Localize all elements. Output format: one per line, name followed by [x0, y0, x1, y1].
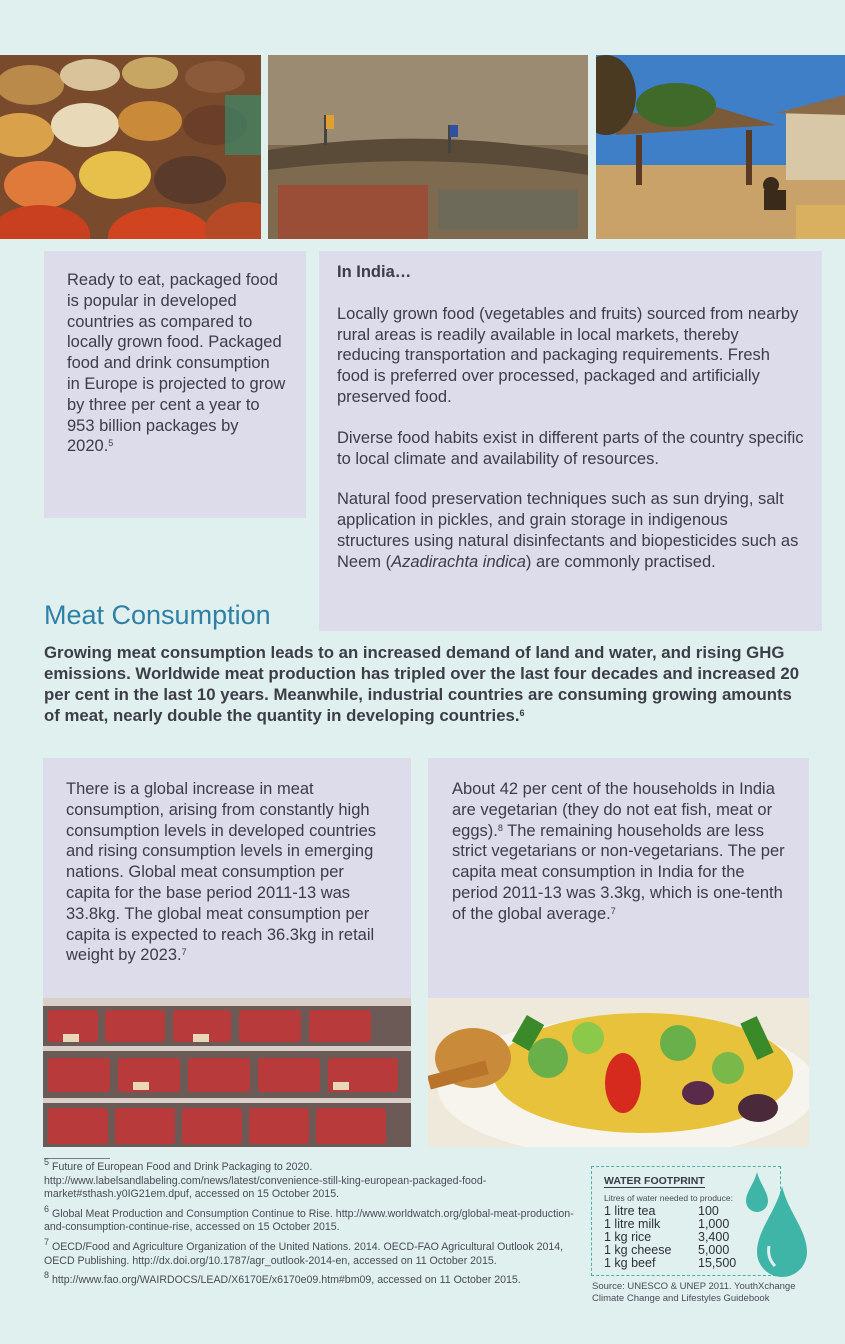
spice-sacks-photo: [0, 55, 261, 239]
india-paragraph-food-habits: Diverse food habits exist in different parts of the country specific to local climate and availability of resources.: [337, 428, 804, 468]
section-title: Meat Consumption: [44, 600, 271, 630]
water-row: 1 kg cheese 5,000: [604, 1243, 730, 1257]
water-footprint-subtitle: Litres of water needed to produce:: [604, 1193, 733, 1203]
packaged-food-text: Ready to eat, packaged food is popular in developed countries as compared to locally grown food. Packaged food and drink consumption in Europe is projected to grow by three per cent a year to 953 billion packages by 2020.$^5$: [67, 271, 286, 456]
footnote-ref: 7: [610, 905, 616, 916]
india-meat-box: [428, 758, 809, 998]
global-meat-box: [43, 758, 411, 998]
footnote-ref: 7: [181, 947, 187, 958]
global-meat-text: There is a global increase in meat consumption, arising from constantly high consumption levels in developed countries and rising consumption levels in emerging nations. Global meat consumption per capita for the base period 2011-13 was 33.8kg. The global meat consumption per capita is expected to reach 36.3kg in retail weight by 2023.$^7$: [66, 780, 377, 965]
india-paragraph-preservation: Natural food preservation techniques such as sun drying, salt application in pickles, and grain storage in indigenous structures using natural disinfectants and biopesticides such as Neem (Azadirachta indica) are commonly practised.: [337, 490, 799, 571]
footnote-7: $^7$ OECD/Food and Agriculture Organization of the United Nations. 2014. OECD-FAO Agricultural Outlook 2014, OECD Publishing. http://dx.doi.org/10.1787/agr_outlook-2014-en, accessed on 11 October 2015.: [44, 1236, 564, 1267]
meat-counter-photo: [43, 998, 411, 1147]
footnote-ref: 8: [497, 822, 503, 833]
footnote-ref: 6: [519, 708, 525, 718]
india-info-box: [319, 251, 822, 631]
footnote-6: $^6$ Global Meat Production and Consumption Continue to Rise. http://www.worldwatch.org/global-meat-production-and-consumption-continue-rise, accessed on 15 October 2015.: [44, 1203, 574, 1234]
meat-intro: Growing meat consumption leads to an increased demand of land and water, and rising GHG emissions. Worldwide meat production has tripled over the last four decades and increased 20 per cent in the last 10 years. Meanwhile, industrial countries are consuming growing amounts of meat, nearly double the quantity in developing countries.$^6$: [44, 643, 800, 725]
packaged-food-box: [44, 251, 306, 518]
water-footprint-source: Source: UNESCO & UNEP 2011. YouthXchange Climate Change and Lifestyles Guidebook: [592, 1281, 796, 1304]
water-row: 1 litre milk 1,000: [604, 1217, 730, 1231]
water-row: 1 kg rice 3,400: [604, 1230, 730, 1244]
water-footprint-table: [604, 1205, 736, 1270]
sun-drying-photo: [268, 55, 588, 239]
india-heading: In India…: [337, 263, 412, 281]
water-row: 1 kg beef 15,500: [604, 1256, 737, 1270]
footnote-8: $^8$ http://www.fao.org/WAIRDOCS/LEAD/X6170E/x6170e09.htm#bm09, accessed on 11 October 2015.: [44, 1270, 521, 1287]
village-hut-photo: [596, 55, 845, 239]
footnotes: [44, 1157, 574, 1294]
water-row: 1 litre tea 100: [604, 1204, 719, 1218]
footnote-divider: [44, 1158, 110, 1159]
footnote-ref: 5: [108, 438, 114, 449]
water-footprint-title: WATER FOOTPRINT: [604, 1175, 705, 1187]
large-water-drop-icon: [757, 1186, 807, 1283]
india-paragraph-local-food: Locally grown food (vegetables and fruits) sourced from nearby rural areas is readily available in local markets, thereby reducing transportation and packaging requirements. Fresh food is preferred over processed, packaged and artificially preserved food.: [337, 304, 799, 406]
vegetable-dish-photo: [428, 998, 809, 1147]
india-meat-text: About 42 per cent of the households in India are vegetarian (they do not eat fish, meat or eggs).$^8$ The remaining households are less strict vegetarians or non-vegetarians. The per capita meat consumption in India for the period 2011-13 was 3.3kg, which is one-tenth of the global average.$^7$: [452, 780, 785, 923]
footnote-5: $^5$ Future of European Food and Drink Packaging to 2020. http://www.labelsandlabeling.com/news/latest/convenience-still-king-european-packaged-food-market#sthash.y0IG21em.dpuf, accessed on 15 October 2015.: [44, 1157, 487, 1201]
